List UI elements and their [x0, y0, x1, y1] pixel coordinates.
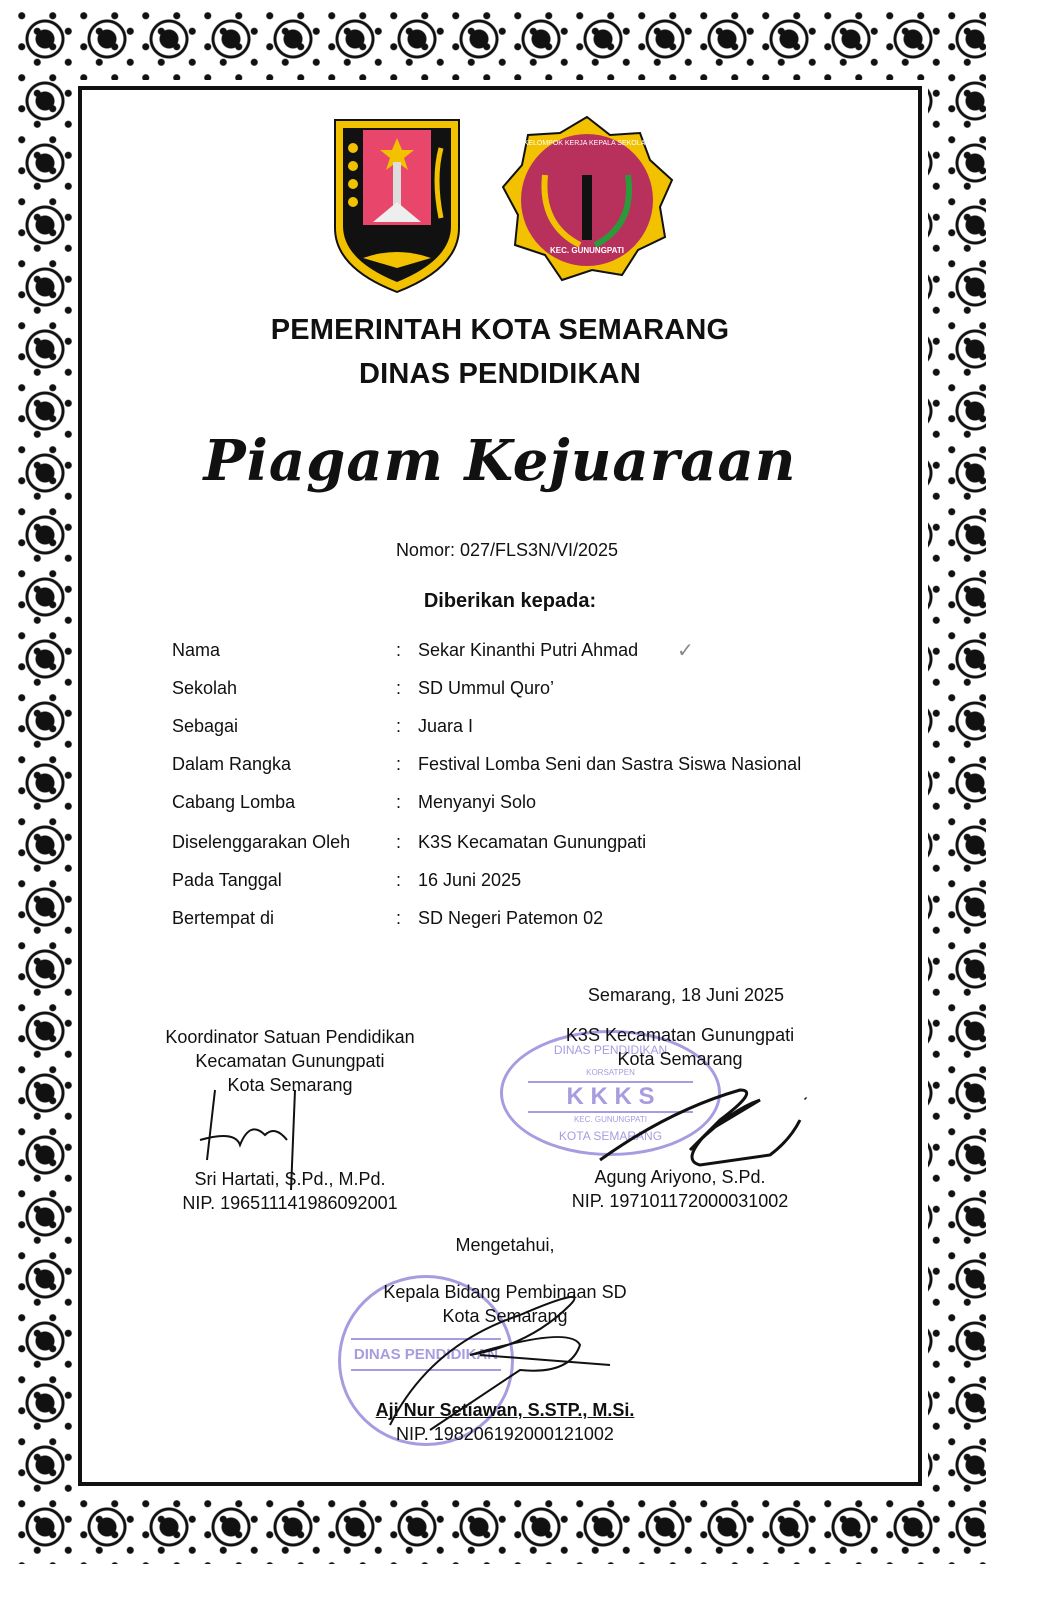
bottom-name: Aji Nur Setiawan, S.STP., M.Si.	[375, 1400, 635, 1420]
left-signature	[195, 1080, 325, 1210]
stamp-text: KEC. GUNUNGPATI	[573, 1115, 648, 1124]
checkmark-icon: ✓	[677, 640, 694, 662]
field-label: Pada Tanggal	[172, 870, 282, 890]
bottom-role: Kota Semarang	[442, 1306, 568, 1326]
left-role: Koordinator Satuan Pendidikan	[165, 1027, 415, 1047]
stamp-text: KOTA SEMARANG	[558, 1129, 663, 1143]
stamp-text: DINAS PENDIDIKAN	[553, 1043, 668, 1057]
left-role: Kota Semarang	[227, 1075, 353, 1095]
field-colon: :	[396, 716, 402, 736]
field-value: Festival Lomba Seni dan Sastra Siswa Nasional	[418, 754, 802, 774]
k3s-gunungpati-logo	[500, 115, 675, 285]
certificate-title: Piagam Kejuaraan	[203, 428, 797, 494]
logo-bottom-text: KEC. GUNUNGPATI	[550, 246, 624, 255]
stamp-text: KORSATPEN	[586, 1068, 635, 1077]
field-colon: :	[396, 792, 402, 812]
field-colon: :	[396, 832, 402, 852]
semarang-coat-of-arms-logo	[333, 118, 461, 294]
field-label: Bertempat di	[172, 908, 275, 928]
certificate-number: Nomor: 027/FLS3N/VI/2025	[395, 540, 619, 560]
field-value: K3S Kecamatan Gunungpati	[418, 832, 647, 852]
logo-ring-text: KELOMPOK KERJA KEPALA SEKOLAH	[523, 140, 651, 147]
place-date: Semarang, 18 Juni 2025	[587, 985, 785, 1005]
right-role: Kota Semarang	[617, 1049, 743, 1069]
given-to-heading: Diberikan kepada:	[423, 590, 597, 612]
field-value: SD Negeri Patemon 02	[418, 908, 604, 928]
header-government: PEMERINTAH KOTA SEMARANG	[270, 314, 730, 346]
field-colon: :	[396, 870, 402, 890]
field-label: Sebagai	[172, 716, 239, 736]
field-label: Nama	[172, 640, 221, 660]
field-label: Diselenggarakan Oleh	[172, 832, 351, 852]
header-department: DINAS PENDIDIKAN	[359, 358, 641, 390]
field-colon: :	[396, 754, 402, 774]
stamp-text: DINAS PENDIDIKAN	[351, 1338, 501, 1371]
bottom-role: Kepala Bidang Pembinaan SD	[383, 1282, 627, 1302]
field-value: Juara I	[418, 716, 474, 736]
field-value: Menyanyi Solo	[418, 792, 537, 812]
field-value: 16 Juni 2025	[418, 870, 522, 890]
field-colon: :	[396, 640, 402, 660]
stamp-text: K K K S	[528, 1081, 693, 1113]
bottom-signature	[370, 1285, 610, 1435]
field-label: Sekolah	[172, 678, 238, 698]
right-signature	[590, 1080, 820, 1170]
acknowledged-label: Mengetahui,	[455, 1235, 555, 1255]
left-nip: NIP. 196511141986092001	[182, 1193, 398, 1213]
left-name: Sri Hartati, S.Pd., M.Pd.	[194, 1169, 386, 1189]
bottom-nip: NIP. 198206192000121002	[396, 1424, 614, 1444]
field-label: Cabang Lomba	[172, 792, 296, 812]
field-label: Dalam Rangka	[172, 754, 292, 774]
right-role: K3S Kecamatan Gunungpati	[565, 1025, 795, 1045]
certificate-panel	[78, 86, 922, 1486]
field-value: Sekar Kinanthi Putri Ahmad	[418, 640, 639, 660]
left-role: Kecamatan Gunungpati	[195, 1051, 385, 1071]
field-colon: :	[396, 908, 402, 928]
field-colon: :	[396, 678, 402, 698]
right-name: Agung Ariyono, S.Pd.	[594, 1167, 766, 1187]
field-value: SD Ummul Quro’	[418, 678, 555, 698]
right-nip: NIP. 197101172000031002	[571, 1191, 789, 1211]
